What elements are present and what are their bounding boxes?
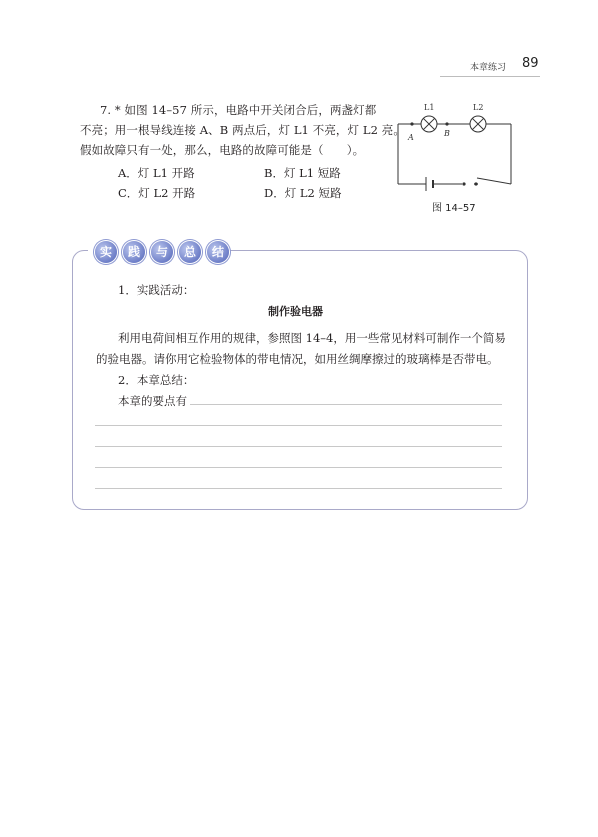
point-a-dot	[410, 122, 413, 125]
badge-shi: 实	[95, 241, 117, 263]
activity-title: 制作验电器	[268, 305, 323, 318]
figure-caption: 图 14–57	[432, 203, 476, 214]
summary-prompt: 本章的要点有	[118, 394, 187, 408]
chapter-label: 本章练习	[470, 63, 507, 73]
item1-title: 1．实践活动：	[118, 283, 195, 297]
badge-zong: 总	[179, 241, 201, 263]
badge-jie: 结	[207, 241, 229, 263]
activity-line1: 利用电荷间相互作用的规律，参照图 14–4，用一些常见材料可制作一个简易	[118, 331, 506, 345]
item2-title: 2．本章总结：	[118, 373, 195, 387]
point-b-label: B	[444, 129, 450, 138]
wire-switch-lever	[477, 178, 511, 184]
writing-line-5[interactable]	[95, 488, 502, 489]
writing-line-4[interactable]	[95, 467, 502, 468]
lamp1-label: L1	[424, 103, 435, 112]
writing-line-3[interactable]	[95, 446, 502, 447]
point-a-label: A	[408, 133, 414, 142]
activity-line2: 的验电器。请你用它检验物体的带电情况，如用丝绸摩擦过的玻璃棒是否带电。	[96, 352, 499, 366]
writing-line-1[interactable]	[190, 404, 502, 405]
option-d: D．灯 L2 短路	[264, 186, 342, 200]
question7-line1: 7. * 如图 14–57 所示，电路中开关闭合后，两盏灯都	[100, 103, 377, 117]
option-c: C．灯 L2 开路	[118, 186, 196, 200]
switch-contact-left	[462, 182, 465, 185]
header-rule	[440, 76, 540, 77]
badge-yu: 与	[151, 241, 173, 263]
writing-line-2[interactable]	[95, 425, 502, 426]
page-number: 89	[522, 56, 539, 71]
point-b-dot	[445, 122, 448, 125]
question7-line3: 假如故障只有一处，那么，电路的故障可能是（ ）。	[80, 143, 365, 157]
option-b: B．灯 L1 短路	[264, 166, 341, 180]
option-a: A．灯 L1 开路	[118, 166, 195, 180]
question7-line2: 不亮；用一根导线连接 A、B 两点后，灯 L1 不亮，灯 L2 亮。	[80, 123, 405, 137]
lamp2-label: L2	[473, 103, 484, 112]
section-badges	[95, 241, 229, 263]
circuit-diagram	[390, 98, 520, 193]
badge-jian: 践	[123, 241, 145, 263]
switch-contact-right	[474, 182, 477, 185]
